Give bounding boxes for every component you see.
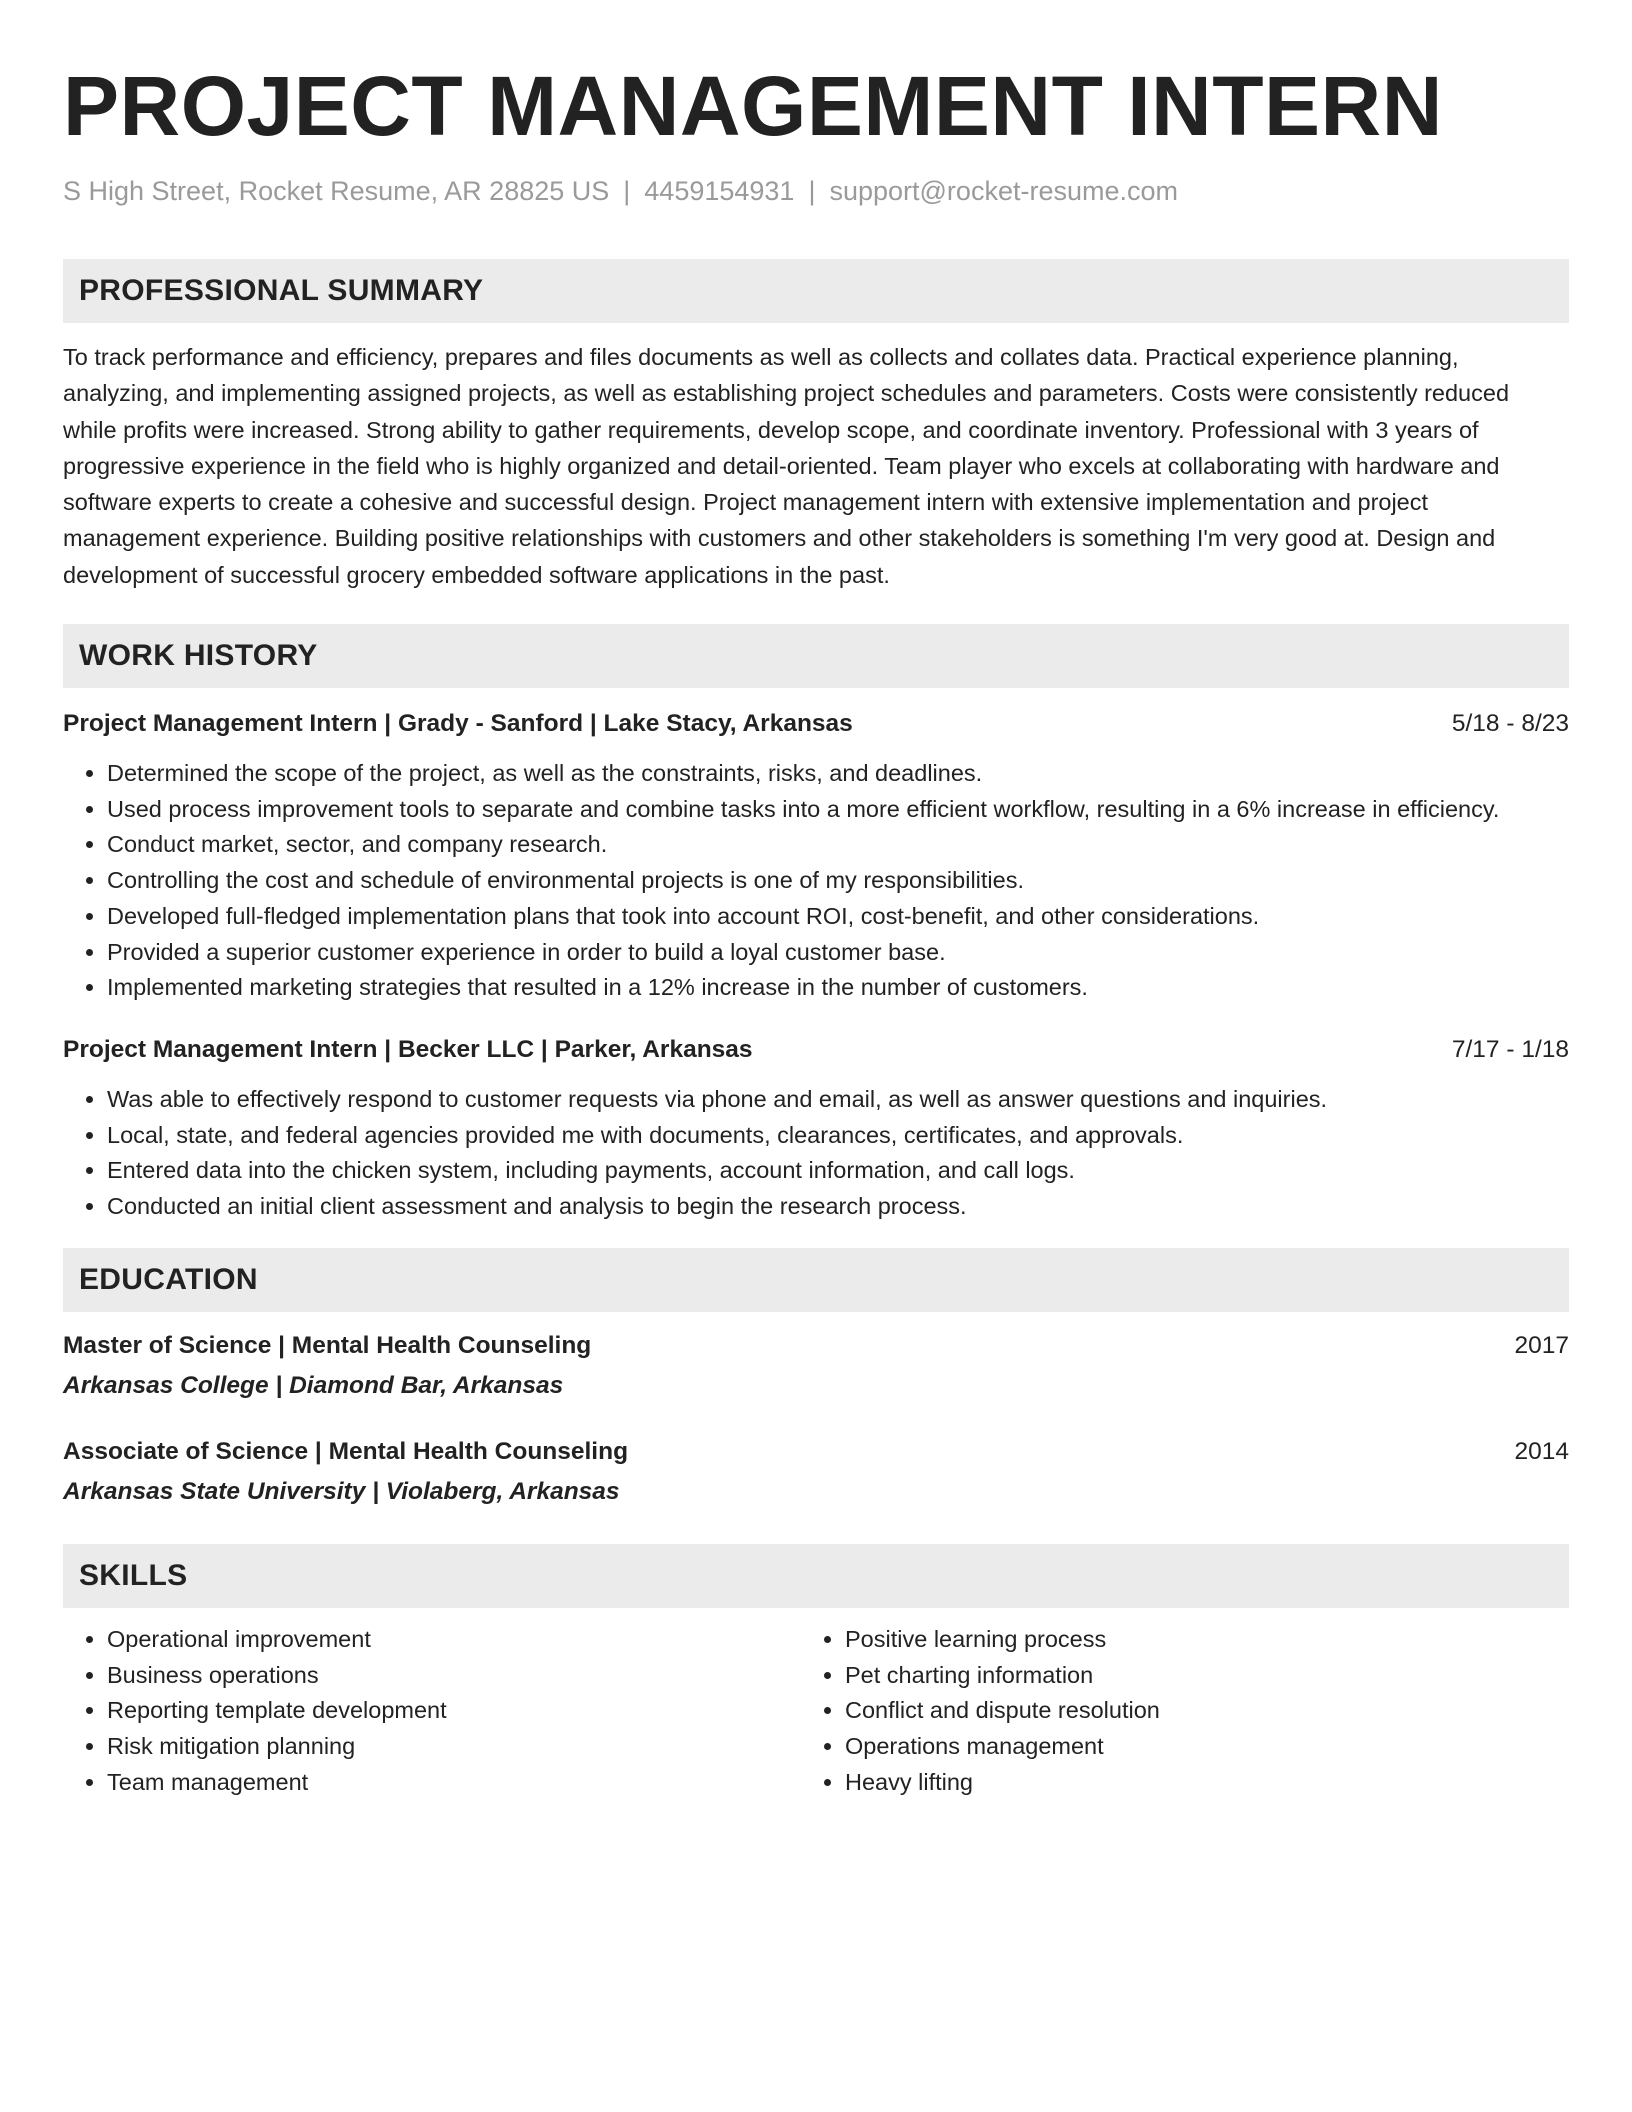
education-heading-row <box>63 1434 1569 1470</box>
job-title: Project Management Intern | Becker LLC | Parker, Arkansas <box>63 1036 753 1063</box>
job-bullets <box>63 1082 1569 1225</box>
job-entry <box>63 1032 1569 1225</box>
skill-item: • Reporting template development <box>107 1693 801 1729</box>
job-bullet: • Used process improvement tools to separate and combine tasks into a more efficient workflow, resulting in a 6% increase in efficiency. <box>107 792 1569 828</box>
skill-item: • Risk mitigation planning <box>107 1729 801 1765</box>
candidate-name: PROJECT MANAGEMENT INTERN <box>63 59 1443 153</box>
skills-list-right <box>801 1622 1539 1801</box>
contact-phone: 4459154931 <box>644 176 795 206</box>
skill-item: • Operational improvement <box>107 1622 801 1658</box>
education-degree: Associate of Science | Mental Health Counseling <box>63 1437 629 1465</box>
contact-separator: | <box>623 176 631 206</box>
contact-line <box>63 174 1569 208</box>
education-year: 2017 <box>1514 1331 1569 1359</box>
job-bullet: • Implemented marketing strategies that resulted in a 12% increase in the number of customers. <box>107 970 1569 1006</box>
job-bullet: • Conducted an initial client assessment and analysis to begin the research process. <box>107 1189 1569 1225</box>
skill-item: • Positive learning process <box>845 1622 1539 1658</box>
section-header-summary: PROFESSIONAL SUMMARY <box>63 259 1569 323</box>
education-heading-row <box>63 1328 1569 1364</box>
education-entry <box>63 1328 1569 1404</box>
job-bullet: • Provided a superior customer experience in order to build a loyal customer base. <box>107 935 1569 971</box>
section-header-education: EDUCATION <box>63 1248 1569 1312</box>
contact-address: S High Street, Rocket Resume, AR 28825 US <box>63 176 610 206</box>
job-bullet: • Controlling the cost and schedule of environmental projects is one of my responsibilities. <box>107 863 1569 899</box>
education-degree: Master of Science | Mental Health Counseling <box>63 1331 592 1359</box>
job-bullet: • Developed full-fledged implementation plans that took into account ROI, cost-benefit, and other considerations. <box>107 899 1569 935</box>
job-bullet: • Conduct market, sector, and company research. <box>107 827 1569 863</box>
job-bullet: • Was able to effectively respond to customer requests via phone and email, as well as answer questions and inquiries. <box>107 1082 1569 1118</box>
job-heading-row <box>63 1032 1569 1068</box>
contact-separator: | <box>808 176 816 206</box>
education-school: Arkansas State University | Violaberg, Arkansas <box>63 1477 620 1505</box>
job-bullet: • Entered data into the chicken system, including payments, account information, and call logs. <box>107 1153 1569 1189</box>
contact-email: support@rocket-resume.com <box>829 176 1178 206</box>
skills-list-left <box>63 1622 801 1801</box>
job-dates: 5/18 - 8/23 <box>1451 710 1569 738</box>
education-entry <box>63 1434 1569 1510</box>
skill-item: • Team management <box>107 1765 801 1801</box>
skill-item: • Business operations <box>107 1658 801 1694</box>
skill-item: • Operations management <box>845 1729 1539 1765</box>
job-dates: 7/17 - 1/18 <box>1451 1036 1569 1063</box>
job-bullet: • Local, state, and federal agencies provided me with documents, clearances, certificates, and approvals. <box>107 1118 1569 1154</box>
skill-item: • Pet charting information <box>845 1658 1539 1694</box>
job-bullets <box>63 756 1569 1006</box>
education-year: 2014 <box>1514 1437 1569 1465</box>
section-header-work-history: WORK HISTORY <box>63 624 1569 688</box>
job-bullet: • Determined the scope of the project, as well as the constraints, risks, and deadlines. <box>107 756 1569 792</box>
skill-item: • Conflict and dispute resolution <box>845 1693 1539 1729</box>
summary-text: To track performance and efficiency, prepares and files documents as well as collects and collates data. Practical experience planning, analyzing, and implementing assigned projects, as well as establishing project schedules and parameters. Costs were consistently reduced while profits were increased. Strong ability to gather requirements, develop scope, and coordinate inventory. Professional with 3 years of progressive experience in the field who is highly organized and detail-oriented. Team player who excels at collaborating with hardware and software experts to create a cohesive and successful design. Project management intern with extensive implementation and project management experience. Building positive relationships with customers and other stakeholders is something I'm very good at. Design and development of successful grocery embedded software applications in the past. <box>63 344 1510 588</box>
skill-item: • Heavy lifting <box>845 1765 1539 1801</box>
job-heading-row <box>63 706 1569 742</box>
education-school: Arkansas College | Diamond Bar, Arkansas <box>63 1371 564 1399</box>
job-entry <box>63 706 1569 1006</box>
skills-columns <box>63 1622 1569 1801</box>
job-title: Project Management Intern | Grady - Sanford | Lake Stacy, Arkansas <box>63 710 853 738</box>
section-header-skills: SKILLS <box>63 1544 1569 1608</box>
